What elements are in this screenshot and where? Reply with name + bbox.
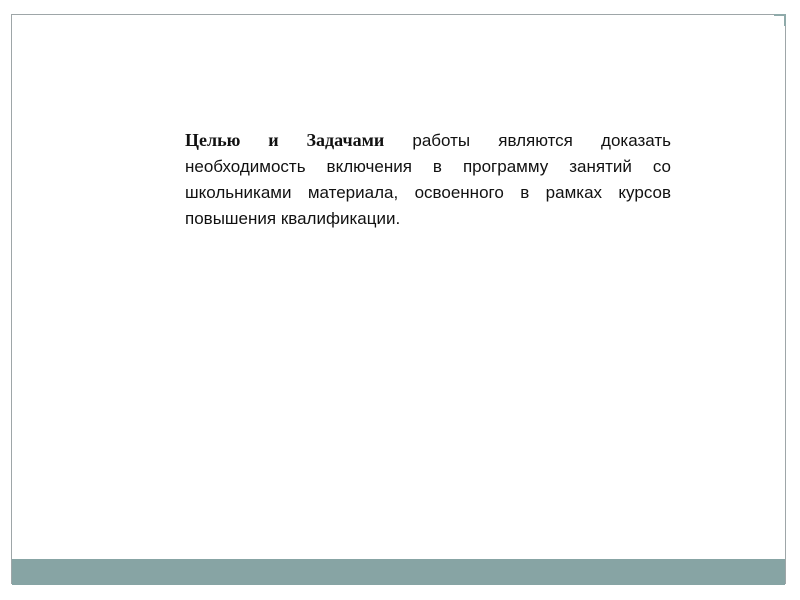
slide-frame bbox=[11, 14, 786, 584]
slide-text bbox=[185, 127, 671, 232]
lead-phrase: Целью и Задачами bbox=[185, 130, 385, 150]
body-phrase: работы являются доказать необходимость включения в программу занятий со школьниками материала, освоенного в рамках курсов повышения квалификации. bbox=[185, 131, 671, 228]
footer-bar bbox=[12, 559, 785, 585]
corner-accent bbox=[774, 14, 786, 26]
